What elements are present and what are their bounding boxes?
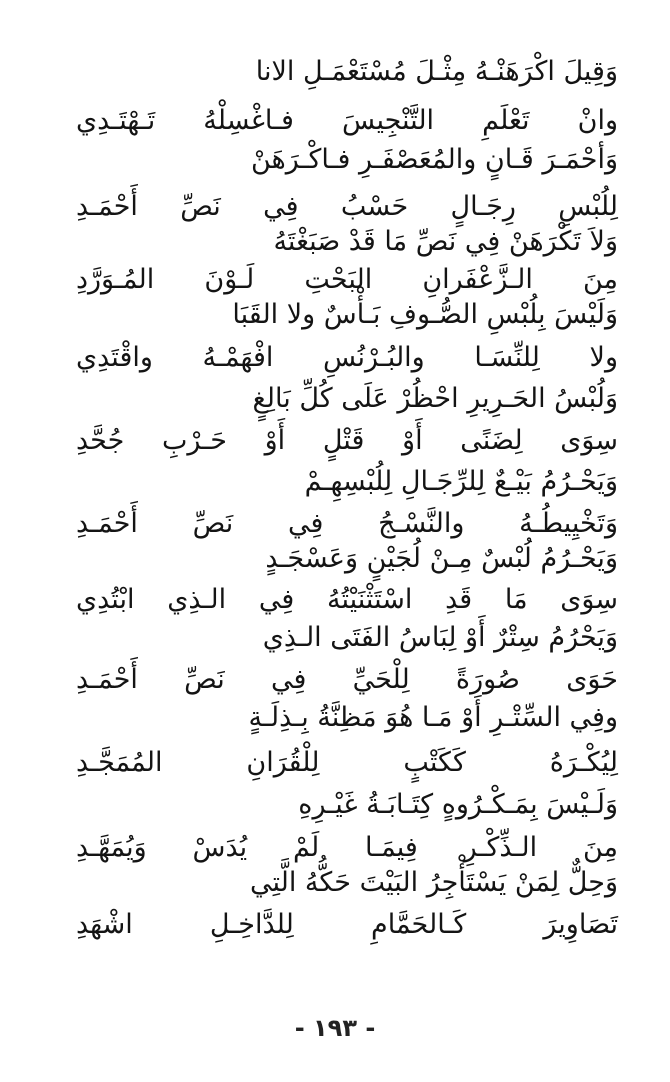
verse-line-1: وَقِيلَ اكْرَهَنْـهُ مِثْـلَ مُسْتَعْمَـلِ الانا: [255, 56, 618, 87]
verse-line-17: وفِي السِّتْـرِ أَوْ مَـا هُوَ مَظِنَّةُ بِـذِلَـةٍ: [248, 702, 618, 733]
verse-line-3: وَأحْمَـرَ قَـانٍ والمُعَصْفَـرِ فـاكْـرَهَنْ: [250, 144, 618, 175]
verse-line-12: وَتَخْيِيطُـهُ والنَّسْـجُ فِي نَصِّ أَحْمَـدِ: [76, 508, 618, 539]
verse-line-10: سِوَى لِضَنًى أَوْ قَتْلٍ أَوْ حَـرْبِ جُحَّدِ: [76, 425, 618, 456]
verse-line-4: لِلُبْسِ رِجَـالٍ حَسْبُ فِي نَصِّ أَحْمَـدِ: [76, 191, 618, 222]
verse-line-21: وَحِلٌّ لِمَنْ يَسْتَأْجِرُ البَيْتَ حَكُّهُ الَّتِي: [249, 867, 618, 898]
verse-line-19: وَلَـيْسَ بِمَـكْـرُوهٍ كِتَـابَـةُ غَيْـرِهِ: [298, 789, 618, 820]
verse-line-11: وَيَحْـرُمُ بَيْـعٌ لِلرِّجَـالِ لِلُبْسِهِـمْ: [304, 466, 618, 497]
verse-line-2: وانْ تَعْلَمِ التَّنْجِيسَ فـاغْسِلْهُ تَـهْتَـدِي: [76, 105, 618, 136]
verse-line-16: حَوَى صُورَةً لِلْحَيِّ فِي نَصِّ أَحْمَـدِ: [76, 664, 618, 695]
verse-line-20: مِنَ الـذِّكْـرِ فِيمَـا لَمْ يُدَسْ وَيُمَهَّـدِ: [76, 832, 618, 863]
verse-line-22: تَصَاوِيرَ كَـالحَمَّامِ لِلدَّاخِـلِ اشْهَدِ: [76, 909, 618, 940]
verse-line-6: مِنَ الـزَّعْفَرانِ البَحْتِ لَـوْنَ المُـوَرَّدِ: [76, 264, 618, 295]
verse-line-14: سِوَى مَا قَدِ اسْتَثْنَيْتُهُ فِي الـذِي ابْتُدِي: [76, 584, 618, 615]
verse-line-18: لِيُكْـرَهُ كَكَتْبٍ لِلْقُرَانِ المُمَجَّـدِ: [76, 747, 618, 778]
verse-line-15: وَيَحْرُمُ سِتْرٌ أَوْ لِبَاسُ الفَتَى الـذِي: [262, 622, 618, 653]
verse-line-9: وَلُبْسُ الحَـرِيرِ احْظُرْ عَلَى كُلِّ بَالِغٍ: [252, 383, 618, 414]
verse-line-8: ولا لِلنِّسَـا والبُـرْنُسِ افْهَمْـهُ واقْتَدِي: [76, 342, 618, 373]
page-number: - ١٩٣ -: [294, 1014, 376, 1042]
verse-line-5: وَلاَ تَكْرَهَنْ فِي نَصِّ مَا قَدْ صَبَغْتَهُ: [273, 226, 618, 257]
verse-line-7: وَلَيْسَ بِلُبْسِ الصُّـوفِ بَـأْسٌ ولا القَبَا: [232, 299, 618, 330]
verse-line-13: وَيَحْـرُمُ لُبْسٌ مِـنْ لُجَيْنٍ وَعَسْجَـدٍ: [265, 543, 618, 574]
